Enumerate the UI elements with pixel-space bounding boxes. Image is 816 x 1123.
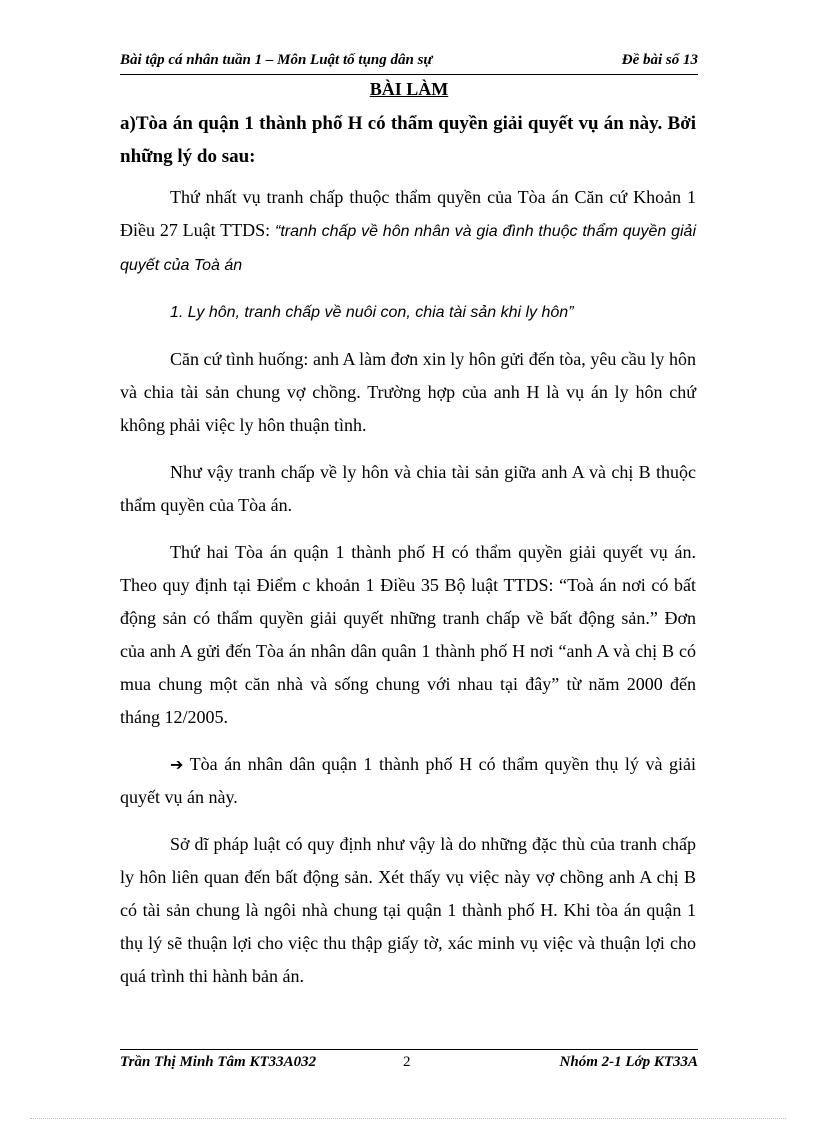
page-bottom-divider	[30, 1118, 786, 1119]
document-body	[120, 107, 696, 1007]
paragraph-6	[120, 748, 696, 814]
paragraph-6-text: Tòa án nhân dân quận 1 thành phố H có thẩm quyền thụ lý và giải quyết vụ án này.	[120, 754, 696, 807]
paragraph-4: Như vậy tranh chấp về ly hôn và chia tài sản giữa anh A và chị B thuộc thẩm quyền của Tòa án.	[120, 462, 696, 515]
legal-quote: “tranh chấp về hôn nhân và gia đình thuộc thẩm quyền giải quyết của Toà án	[120, 223, 696, 274]
page-header	[120, 52, 698, 75]
footer-group-class: Nhóm 2-1 Lớp KT33A	[559, 1054, 698, 1070]
footer-author: Trần Thị Minh Tâm KT33A032	[120, 1054, 317, 1070]
page-footer	[120, 1049, 698, 1074]
paragraph-1	[120, 181, 696, 282]
arrow-right-icon: ➔	[170, 755, 184, 774]
header-course-title: Bài tập cá nhân tuần 1 – Môn Luật tố tụng dân sự	[120, 52, 433, 68]
paragraph-5: Thứ hai Tòa án quận 1 thành phố H có thẩm quyền giải quyết vụ án. Theo quy định tại Điểm c khoản 1 Điều 35 Bộ luật TTDS: “Toà án nơi có bất động sản có thẩm quyền giải quyết những tranh chấp về bất động sản.” Đơn của anh A gửi đến Tòa án nhân dân quân 1 thành phố H nơi “anh A và chị B có mua chung một căn nhà và sống chung với nhau tại đây” từ năm 2000 đến tháng 12/2005.	[120, 542, 696, 727]
paragraph-1-text: Thứ nhất vụ tranh chấp thuộc thẩm quyền của Tòa án Căn cứ Khoản 1 Điều 27 Luật TTDS:	[120, 187, 696, 240]
page-title: BÀI LÀM	[369, 79, 449, 99]
paragraph-7: Sở dĩ pháp luật có quy định như vậy là do những đặc thù của tranh chấp ly hôn liên quan đến bất động sản. Xét thấy vụ việc này vợ chồng anh A chị B có tài sản chung là ngôi nhà chung tại quận 1 thành phố H. Khi tòa án quận 1 thụ lý sẽ thuận lợi cho việc thu thập giấy tờ, xác minh vụ việc và thuận lợi cho quá trình thi hành bản án.	[120, 834, 696, 986]
header-assignment-number: Đề bài số 13	[621, 52, 698, 68]
paragraph-3: Căn cứ tình huống: anh A làm đơn xin ly hôn gửi đến tòa, yêu cầu ly hôn và chia tài sản chung vợ chồng. Trường hợp của anh H là vụ án ly hôn chứ không phải việc ly hôn thuận tình.	[120, 349, 696, 435]
section-heading: a)Tòa án quận 1 thành phố H có thẩm quyền giải quyết vụ án này. Bởi những lý do sau:	[120, 113, 696, 167]
page-number: 2	[403, 1054, 411, 1070]
legal-quote-item: 1. Ly hôn, tranh chấp về nuôi con, chia tài sản khi ly hôn”	[170, 304, 574, 321]
